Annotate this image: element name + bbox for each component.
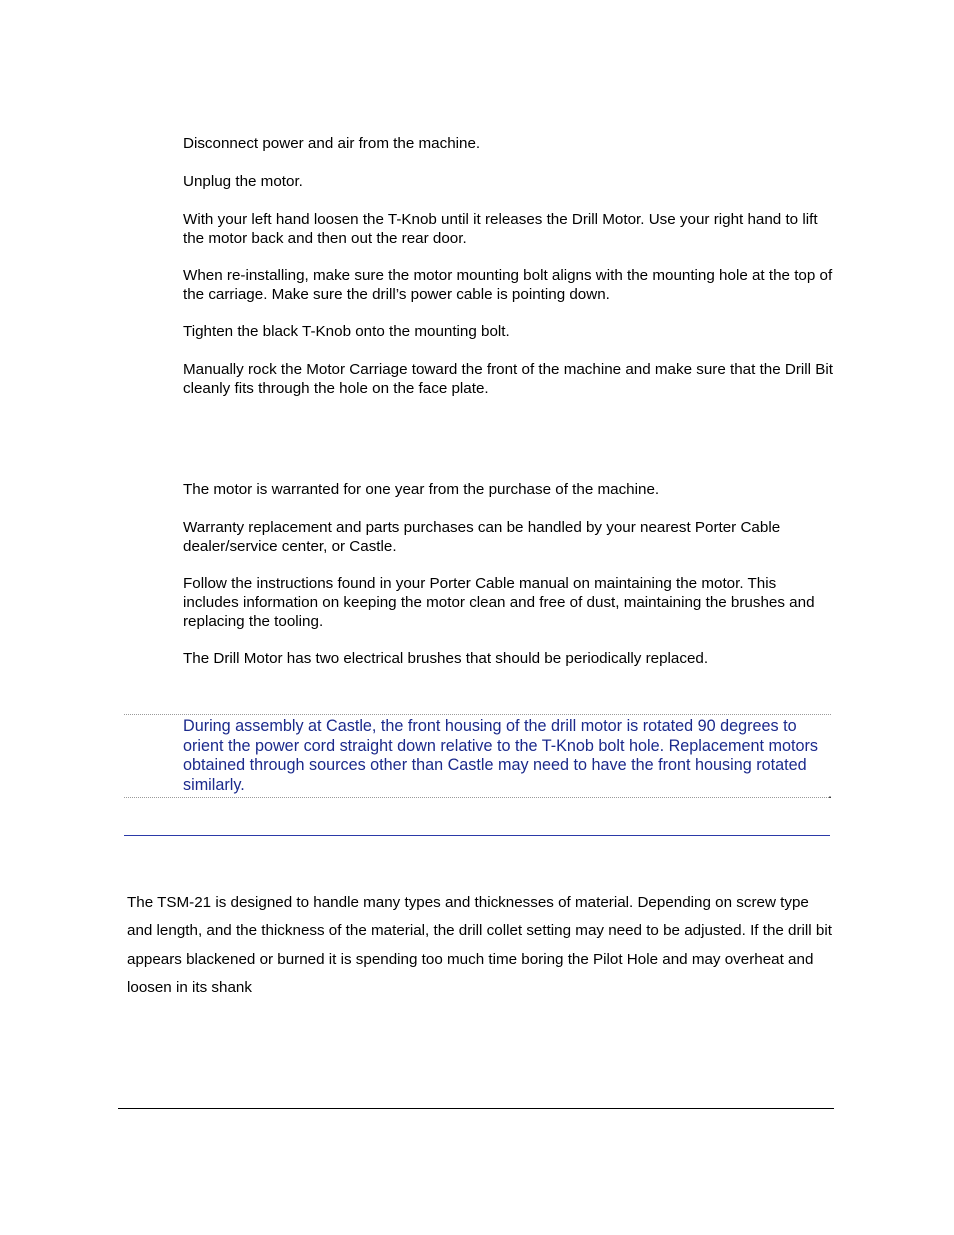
warranty-service: Warranty replacement and parts purchases can be handled by your nearest Porter Cable dealer/service center, or Castle. bbox=[183, 519, 781, 555]
removal-step-disconnect: Disconnect power and air from the machine. bbox=[183, 135, 481, 152]
housing-rotation-note: During assembly at Castle, the front housing of the drill motor is rotated 90 degrees to orient the power cord straight down relative to the T-Knob bolt hole. Replacement motors obtained through sources other than Castle may need to have the front housing rotated similarly. bbox=[183, 717, 818, 794]
section-divider bbox=[124, 835, 830, 836]
note-trailing-mark: . bbox=[828, 785, 832, 801]
removal-step-reinstall: When re-installing, make sure the motor mounting bolt aligns with the mounting hole at the top of the carriage. Make sure the drill’s power cable is pointing down. bbox=[183, 267, 833, 303]
maintenance-instructions: Follow the instructions found in your Porter Cable manual on maintaining the motor. This includes information on keeping the motor clean and free of dust, maintaining the brushes and replacing the tooling. bbox=[183, 575, 815, 630]
note-top-rule bbox=[124, 714, 831, 715]
removal-step-rock-carriage: Manually rock the Motor Carriage toward the front of the machine and make sure that the Drill Bit cleanly fits through the hole on the face plate. bbox=[183, 361, 833, 397]
footer-rule bbox=[118, 1108, 834, 1109]
removal-step-tighten: Tighten the black T-Knob onto the mounting bolt. bbox=[183, 323, 510, 340]
warranty-term: The motor is warranted for one year from the purchase of the machine. bbox=[183, 481, 660, 498]
removal-step-loosen-knob: With your left hand loosen the T-Knob until it releases the Drill Motor. Use your right hand to lift the motor back and then out the rear door. bbox=[183, 211, 818, 247]
collet-setting-paragraph: The TSM-21 is designed to handle many types and thicknesses of material. Depending on screw type and length, and the thickness of the material, the drill collet setting may need to be adjusted. If the drill bit appears blackened or burned it is spending too much time boring the Pilot Hole and may overheat and loosen in its shank bbox=[127, 894, 832, 996]
note-bottom-rule bbox=[124, 797, 831, 798]
removal-step-unplug: Unplug the motor. bbox=[183, 173, 303, 190]
brushes-note: The Drill Motor has two electrical brushes that should be periodically replaced. bbox=[183, 650, 709, 667]
